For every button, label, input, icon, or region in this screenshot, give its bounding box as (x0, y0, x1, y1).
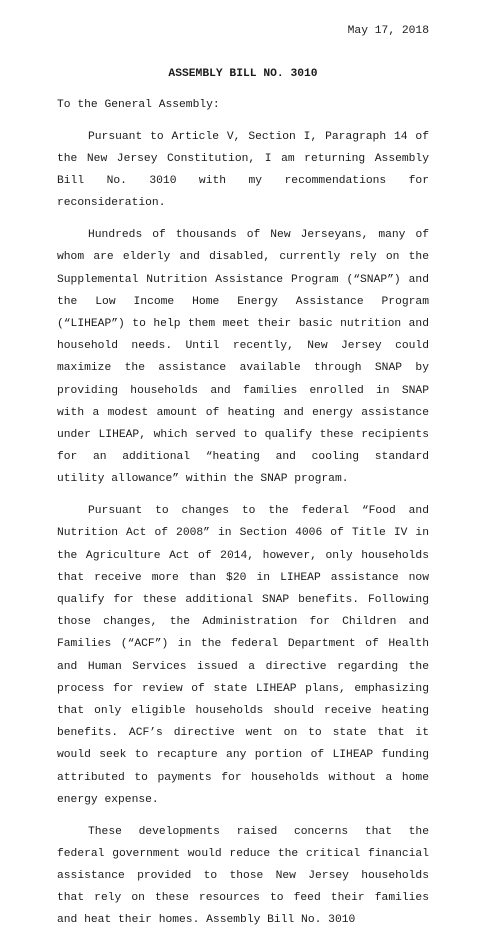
document-title: ASSEMBLY BILL NO. 3010 (168, 68, 318, 80)
document-body (57, 94, 429, 932)
paragraph-2: Hundreds of thousands of New Jerseyans, many of whom are elderly and disabled, currently rely on the Supplemental Nutrition Assistance Program (“SNAP”) and the Low Income Home Energy Assistance Program (“LIHEAP”) to help them meet their basic nutrition and household needs. Until recently, New Jersey could maximize the assistance available through SNAP by providing households and families enrolled in SNAP with a modest amount of heating and energy assistance under LIHEAP, which served to qualify these recipients for an additional “heating and cooling standard utility allowance” within the SNAP program. (57, 229, 429, 486)
paragraph-3: Pursuant to changes to the federal “Food and Nutrition Act of 2008” in Section 4006 of Title IV in the Agriculture Act of 2014, however, only households that receive more than $20 in LIHEAP assistance now qualify for these additional SNAP benefits. Following those changes, the Administration for Children and Families (“ACF”) in the federal Department of Health and Human Services issued a directive regarding the process for review of state LIHEAP plans, emphasizing that only eligible households should receive heating benefits. ACF’s directive went on to state that it would seek to recapture any portion of LIHEAP funding attributed to payments for households without a home energy expense. (57, 505, 429, 806)
document-date: May 17, 2018 (347, 25, 429, 37)
paragraph-1: Pursuant to Article V, Section I, Paragraph 14 of the New Jersey Constitution, I am returning Assembly Bill No. 3010 with my recommendations for reconsideration. (57, 130, 429, 210)
paragraph-4: These developments raised concerns that the federal government would reduce the critical financial assistance provided to those New Jersey households that rely on these resources to feed their families and heat their homes. Assembly Bill No. 3010 (57, 825, 429, 927)
salutation: To the General Assembly: (57, 99, 220, 111)
